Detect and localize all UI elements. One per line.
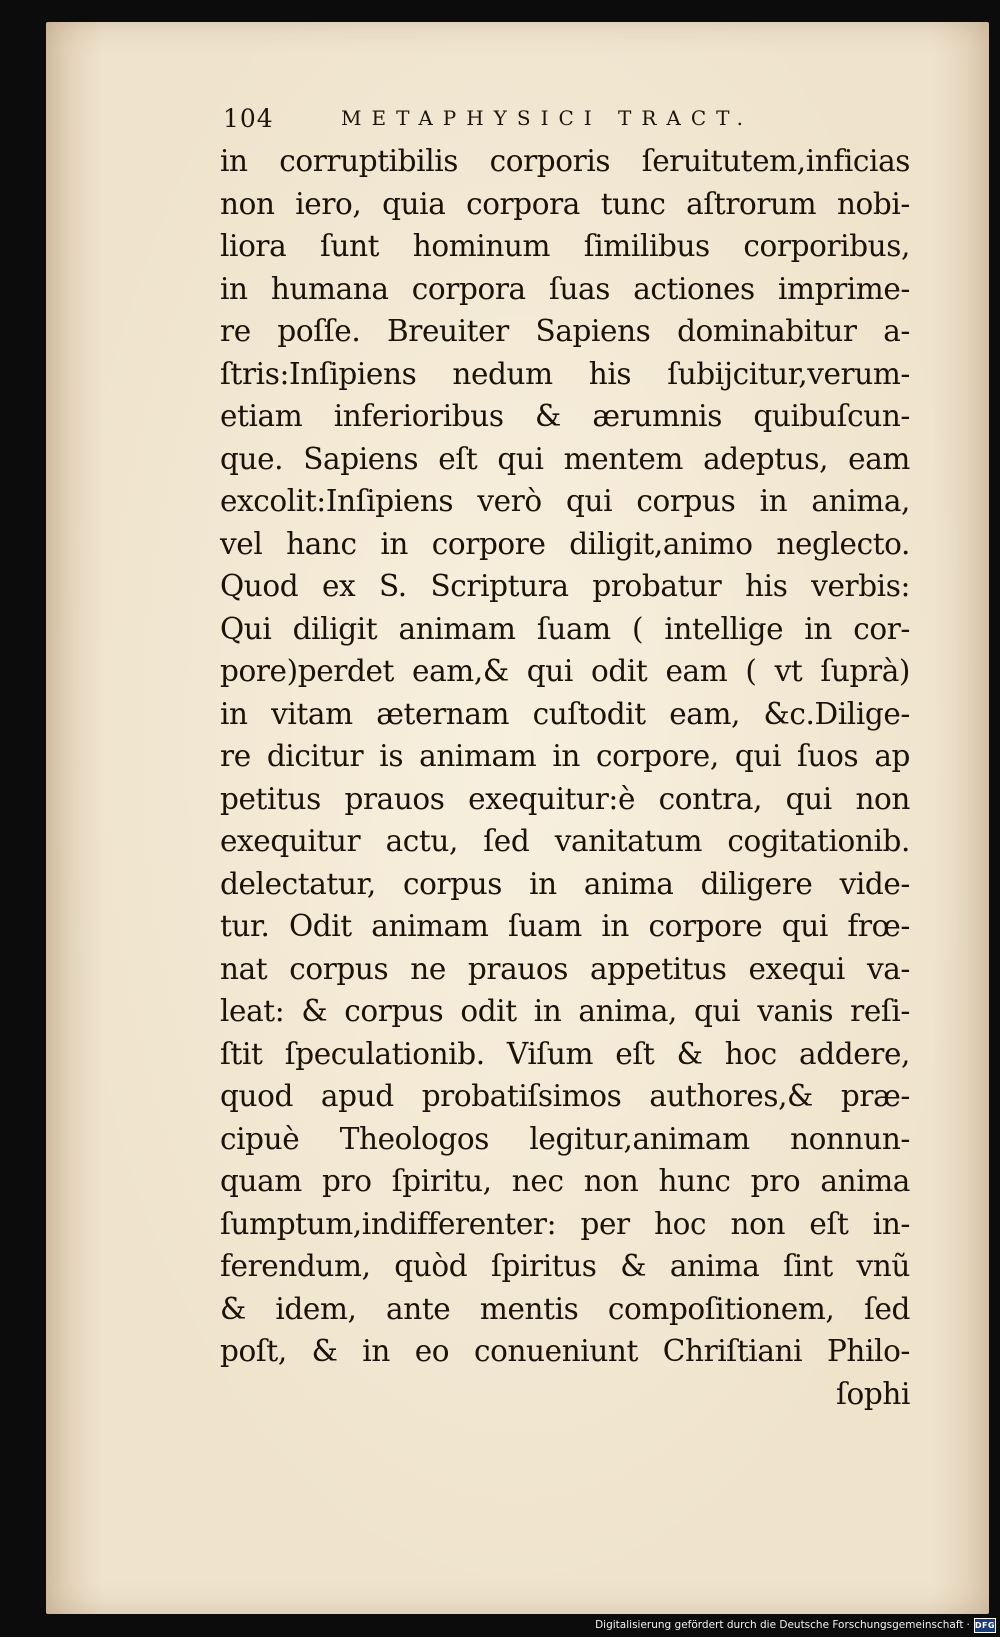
text-line: nat corpus ne prauos appetitus exequi va- xyxy=(220,951,910,986)
text-line: poſt, & in eo conueniunt Chriſtiani Philo- xyxy=(220,1334,910,1368)
text-line: ſtit ſpeculationib. Viſum eſt & hoc addere, xyxy=(220,1036,910,1071)
text-line: ſtris:Inſipiens nedum his ſubijcitur,verum- xyxy=(220,356,910,391)
text-line: in corruptibilis corporis ſeruitutem,inficias xyxy=(220,144,910,178)
text-line: re poſſe. Breuiter Sapiens dominabitur a- xyxy=(220,314,910,348)
text-line: pore)perdet eam,& qui odit eam ( vt ſuprà) xyxy=(220,654,910,688)
text-line: leat: & corpus odit in anima, qui vanis reſi- xyxy=(220,994,910,1028)
text-line: vel hanc in corpore diligit,animo neglecto. xyxy=(220,526,910,561)
text-line: ferendum, quòd ſpiritus & anima ſint vnũ xyxy=(220,1249,910,1283)
credit-separator: · xyxy=(966,1619,970,1631)
text-line: delectatur, corpus in anima diligere vide- xyxy=(220,866,910,901)
text-line: liora ſunt hominum ſimilibus corporibus, xyxy=(220,229,910,263)
text-line: quod apud probatiſsimos authores,& præ- xyxy=(220,1079,910,1113)
text-line: & idem, ante mentis compoſitionem, ſed xyxy=(220,1291,910,1326)
text-line: non iero, quia corpora tunc aſtrorum nobi- xyxy=(220,186,910,221)
text-line: Quod ex S. Scriptura probatur his verbis: xyxy=(220,569,910,603)
text-line: que. Sapiens eſt qui mentem adeptus, eam xyxy=(220,441,910,476)
digitization-credit xyxy=(595,1615,996,1635)
text-line: petitus prauos exequitur:è contra, qui non xyxy=(220,781,910,816)
text-line: ſumptum,indifferenter: per hoc non eſt in- xyxy=(220,1206,910,1241)
text-line: cipuè Theologos legitur,animam nonnun- xyxy=(220,1121,910,1156)
credit-text: Digitalisierung gefördert durch die Deutsche Forschungsgemeinschaft xyxy=(595,1619,964,1631)
text-line: tur. Odit animam ſuam in corpore qui frœ- xyxy=(220,909,910,943)
text-line: in humana corpora ſuas actiones imprime- xyxy=(220,271,910,306)
dfg-logo-icon[interactable]: DFG xyxy=(974,1618,996,1633)
page-header xyxy=(223,104,863,134)
text-line: re dicitur is animam in corpore, qui ſuos ap xyxy=(220,739,910,773)
text-line: exequitur actu, ſed vanitatum cogitationib. xyxy=(220,824,910,858)
text-line: etiam inferioribus & ærumnis quibuſcun- xyxy=(220,399,910,433)
page-number: 104 xyxy=(223,104,274,133)
body-text xyxy=(220,140,910,1415)
text-line: in vitam æternam cuſtodit eam, &c.Dilige- xyxy=(220,696,910,731)
text-line: Qui diligit animam ſuam ( intellige in cor- xyxy=(220,611,910,646)
catchword: ſophi xyxy=(836,1376,910,1411)
text-line: quam pro ſpiritu, nec non hunc pro anima xyxy=(220,1164,910,1198)
running-head: METAPHYSICI TRACT. xyxy=(341,106,753,130)
text-line: excolit:Inſipiens verò qui corpus in anima, xyxy=(220,484,910,518)
